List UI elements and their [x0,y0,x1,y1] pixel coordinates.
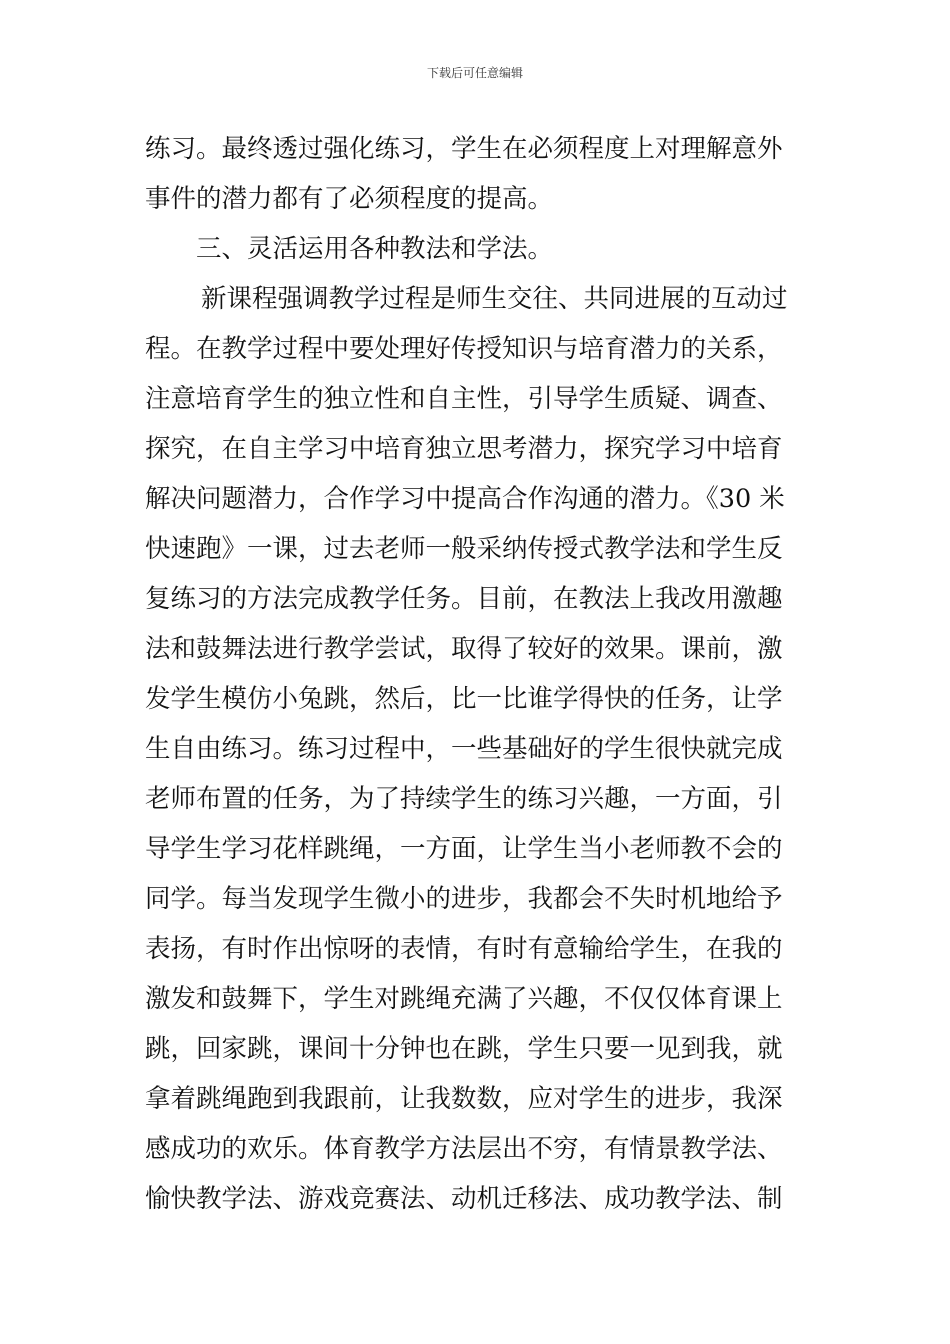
text-line: 快速跑》一课，过去老师一般采纳传授式教学法和学生反 [145,534,783,564]
text-line: 新课程强调教学过程是师生交往、共同进展的互动过 [201,284,788,314]
text-line: 法和鼓舞法进行教学尝试，取得了较好的效果。课前，激 [145,634,783,664]
body-text [145,124,809,1224]
text-line: 注意培育学生的独立性和自主性，引导学生质疑、调查、 [145,384,783,414]
text-line: 程。在教学过程中要处理好传授知识与培育潜力的关系， [145,334,783,364]
text-line: 跳，回家跳，课间十分钟也在跳，学生只要一见到我，就 [145,1034,783,1064]
text-line: 激发和鼓舞下，学生对跳绳充满了兴趣，不仅仅体育课上 [145,984,783,1014]
text-line: 愉快教学法、游戏竞赛法、动机迁移法、成功教学法、制 [145,1184,783,1214]
page-header: 下载后可任意编辑 [426,66,523,80]
text-line: 探究，在自主学习中培育独立思考潜力，探究学习中培育 [145,434,783,464]
text-line: 解决问题潜力，合作学习中提高合作沟通的潜力。《30 米 [145,484,785,514]
text-line: 事件的潜力都有了必须程度的提高。 [145,184,554,214]
text-line: 练习。最终透过强化练习，学生在必须程度上对理解意外 [145,134,783,164]
text-line: 拿着跳绳跑到我跟前，让我数数，应对学生的进步，我深 [145,1084,783,1114]
text-line: 表扬，有时作出惊呀的表情，有时有意输给学生，在我的 [145,934,783,964]
text-line: 同学。每当发现学生微小的进步，我都会不失时机地给予 [145,884,783,914]
text-line: 复练习的方法完成教学任务。目前，在教法上我改用激趣 [145,584,783,614]
section-heading: 三、灵活运用各种教法和学法。 [196,234,554,264]
text-line: 生自由练习。练习过程中，一些基础好的学生很快就完成 [145,734,783,764]
text-line: 导学生学习花样跳绳，一方面，让学生当小老师教不会的 [145,834,783,864]
text-line: 老师布置的任务，为了持续学生的练习兴趣，一方面，引 [145,784,783,814]
text-line: 发学生模仿小兔跳，然后，比一比谁学得快的任务，让学 [145,684,783,714]
text-line: 感成功的欢乐。体育教学方法层出不穷，有情景教学法、 [145,1134,783,1164]
